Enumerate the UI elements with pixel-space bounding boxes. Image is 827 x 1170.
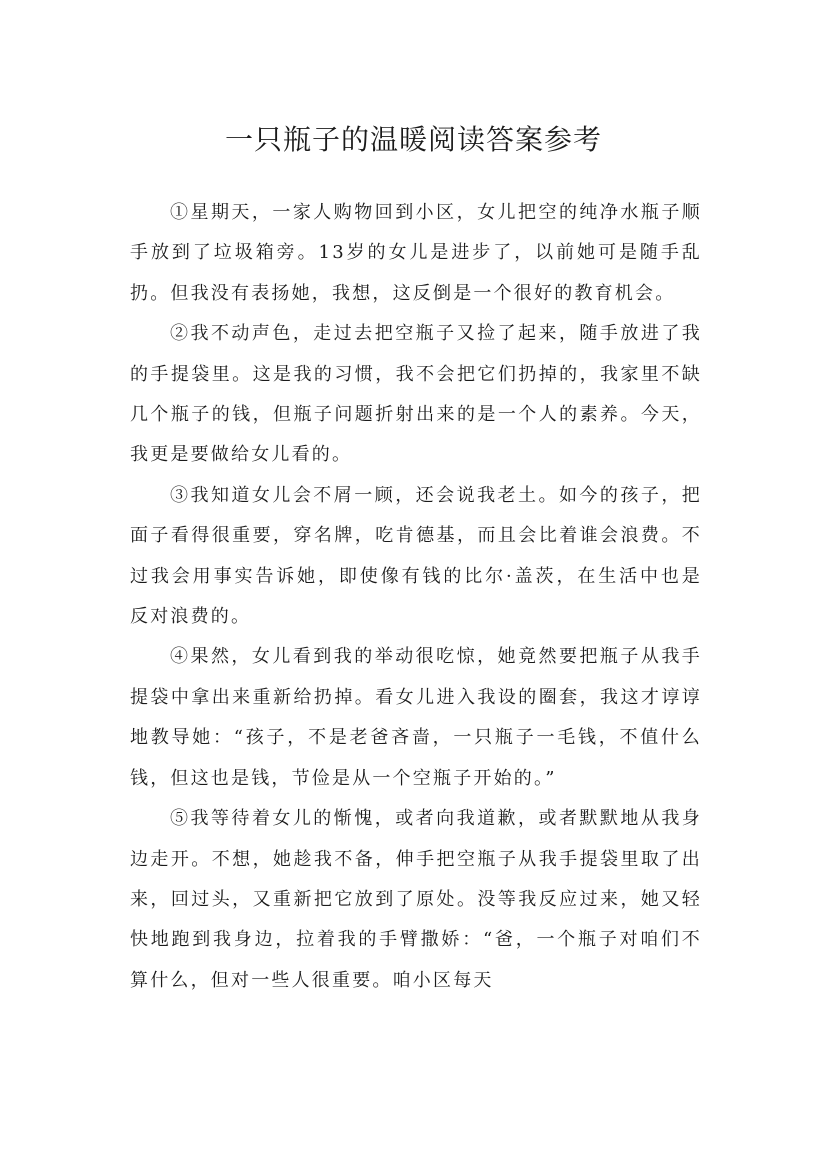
paragraph-1: ①星期天，一家人购物回到小区，女儿把空的纯净水瓶子顺手放到了垃圾箱旁。13岁的女儿是进步了，以前她可是随手乱扔。但我没有表扬她，我想，这反倒是一个很好的教育机会。 bbox=[130, 202, 702, 304]
document-body bbox=[130, 193, 702, 1001]
document-title: 一只瓶子的温暖阅读答案参考 bbox=[224, 122, 602, 156]
paragraph-3: ③我知道女儿会不屑一顾，还会说我老土。如今的孩子，把面子看得很重要，穿名牌，吃肯德基，而且会比着谁会浪费。不过我会用事实告诉她，即使像有钱的比尔·盖茨，在生活中也是反对浪费的。 bbox=[130, 484, 702, 628]
paragraph-2: ②我不动声色，走过去把空瓶子又捡了起来，随手放进了我的手提袋里。这是我的习惯，我不会把它们扔掉的，我家里不缺几个瓶子的钱，但瓶子问题折射出来的是一个人的素养。今天，我更是要做给女儿看的。 bbox=[130, 323, 702, 466]
paragraph-5: ⑤我等待着女儿的惭愧，或者向我道歉，或者默默地从我身边走开。不想，她趁我不备，伸手把空瓶子从我手提袋里取了出来，回过头，又重新把它放到了原处。没等我反应过来，她又轻快地跑到我身边，拉着我的手臂撒娇：“爸，一个瓶子对咱们不算什么，但对一些人很重要。咱小区每天 bbox=[130, 808, 702, 991]
paragraph-4: ④果然，女儿看到我的举动很吃惊，她竟然要把瓶子从我手提袋中拿出来重新给扔掉。看女儿进入我设的圈套，我这才谆谆地教导她：“孩子，不是老爸吝啬，一只瓶子一毛钱，不值什么钱，但这也是钱，节俭是从一个空瓶子开始的。” bbox=[130, 646, 702, 789]
